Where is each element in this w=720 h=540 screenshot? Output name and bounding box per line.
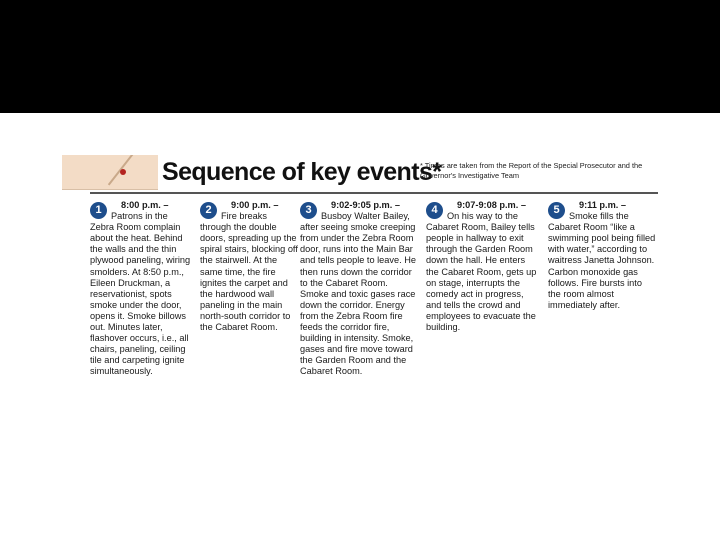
event-number-badge: 3 — [300, 202, 317, 219]
event-1 — [90, 200, 194, 378]
map-edge-line — [62, 189, 158, 190]
event-time: 9:11 p.m. – — [579, 200, 626, 210]
top-black-bar — [0, 0, 720, 113]
event-time: 9:07-9:08 p.m. – — [457, 200, 526, 210]
event-number-badge: 5 — [548, 202, 565, 219]
map-location-dot — [120, 169, 126, 175]
event-time: 9:02-9:05 p.m. – — [331, 200, 400, 210]
event-2 — [200, 200, 300, 333]
event-time: 8:00 p.m. – — [121, 200, 169, 210]
event-number-badge: 2 — [200, 202, 217, 219]
divider-rule — [90, 192, 658, 194]
event-5 — [548, 200, 656, 311]
event-number-badge: 1 — [90, 202, 107, 219]
event-text: Fire breaks through the double doors, spreading up the spiral stairs, blocking off the stairwell. At the same time, the fire ignites the carpet and the hardwood wall paneling in the main north-south corridor to the Cabaret Room. — [200, 211, 298, 333]
event-time: 9:00 p.m. – — [231, 200, 279, 210]
footnote: * Times are taken from the Report of the Special Prosecutor and the Governor's Investigative Team — [420, 161, 643, 180]
event-text: Patrons in the Zebra Room complain about the heat. Behind the walls and the thin plywood paneling, wiring smolders. At 8:50 p.m., Eileen Druckman, a reservationist, spots smoke under the door, opens it. Smoke billows out. Minutes later, flashover occurs, i.e., all chairs, paneling, ceiling tile and carpeting ignite simultaneously. — [90, 211, 191, 377]
event-text: On his way to the Cabaret Room, Bailey tells people in hallway to exit through the Garden Room down the hall. He enters the Cabaret Room, gets up on stage, interrupts the comedy act in progress, and tells the crowd and employees to evacuate the building. — [426, 211, 537, 333]
event-text: Busboy Walter Bailey, after seeing smoke creeping from under the Zebra Room door, runs into the Main Bar and tells people to leave. He then runs down the corridor to the Cabaret Room. Smoke and toxic gases race down the corridor. Energy from the Zebra Room fire feeds the corridor fire, building in intensity. Smoke, gases and fire move toward the Garden Room and the Cabaret Room. — [300, 211, 416, 377]
headline: Sequence of key events* — [162, 158, 442, 186]
event-4 — [426, 200, 538, 333]
event-3 — [300, 200, 418, 378]
event-number-badge: 4 — [426, 202, 443, 219]
news-clipping — [62, 155, 660, 430]
event-text: Smoke fills the Cabaret Room “like a swimming pool being filled with water,” according to waitress Janetta Johnson. Carbon monoxide gas follows. Fire bursts into the room almost immediately after. — [548, 211, 656, 310]
